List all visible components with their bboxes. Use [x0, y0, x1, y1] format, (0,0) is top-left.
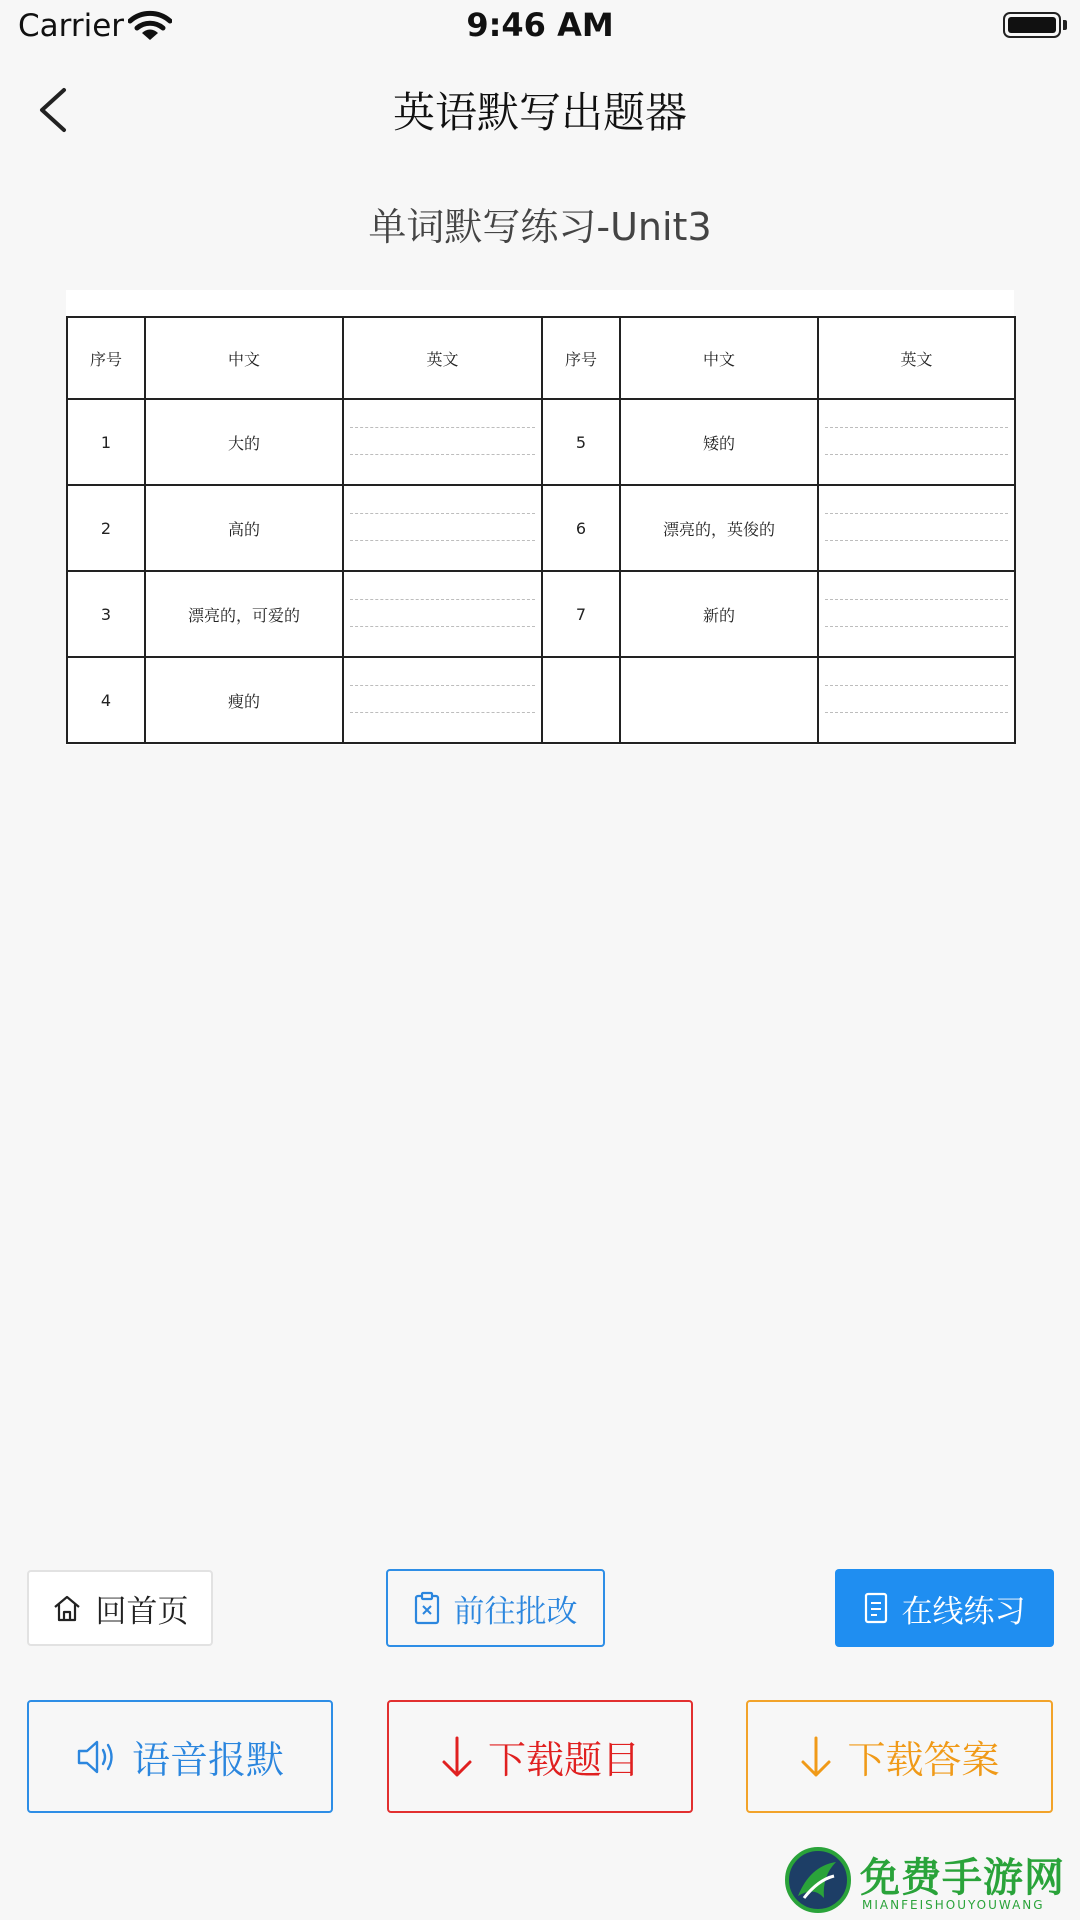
row-chinese: 高的	[145, 485, 343, 571]
row-number: 4	[67, 657, 145, 743]
watermark-logo-icon	[784, 1846, 852, 1914]
header-number: 序号	[542, 317, 620, 399]
header-chinese: 中文	[145, 317, 343, 399]
download-questions-label: 下载题目	[487, 1738, 640, 1782]
watermark-subtext: MIANFEISHOUYOUWANG	[862, 1898, 1045, 1912]
table-row	[67, 571, 1015, 657]
download-answers-button[interactable]	[746, 1700, 1053, 1813]
home-icon	[52, 1593, 82, 1623]
row-number: 6	[542, 485, 620, 571]
review-button-label: 前往批改	[453, 1593, 578, 1630]
table-row	[67, 399, 1015, 485]
answer-blank	[818, 399, 1015, 485]
row-chinese: 大的	[145, 399, 343, 485]
home-button-label: 回首页	[95, 1593, 189, 1630]
table-row	[67, 485, 1015, 571]
answer-blank	[343, 571, 542, 657]
arrow-down-icon	[440, 1735, 474, 1779]
status-time: 9:46 AM	[466, 6, 614, 44]
carrier-label: Carrier	[18, 8, 125, 44]
voice-dictation-label: 语音报默	[131, 1738, 284, 1782]
row-chinese: 漂亮的，英俊的	[620, 485, 818, 571]
speaker-icon	[76, 1737, 118, 1777]
row-number: 3	[67, 571, 145, 657]
watermark-text: 免费手游网	[860, 1855, 1065, 1901]
answer-blank	[343, 399, 542, 485]
answer-blank	[343, 485, 542, 571]
row-chinese: 漂亮的，可爱的	[145, 571, 343, 657]
table-row	[67, 657, 1015, 743]
row-number	[542, 657, 620, 743]
answer-blank	[818, 657, 1015, 743]
download-questions-button[interactable]	[387, 1700, 693, 1813]
row-chinese: 瘦的	[145, 657, 343, 743]
dictation-table	[66, 316, 1016, 744]
home-button[interactable]	[27, 1570, 213, 1646]
battery-icon	[1003, 12, 1061, 38]
arrow-down-icon	[799, 1735, 833, 1779]
battery-tip	[1063, 20, 1067, 30]
row-chinese: 矮的	[620, 399, 818, 485]
header-english: 英文	[343, 317, 542, 399]
table-header-row	[67, 317, 1015, 399]
header-number: 序号	[67, 317, 145, 399]
row-chinese: 新的	[620, 571, 818, 657]
row-number: 7	[542, 571, 620, 657]
review-button[interactable]	[386, 1569, 605, 1647]
document-icon	[864, 1592, 888, 1624]
online-practice-label: 在线练习	[901, 1593, 1026, 1630]
sheet-title: 单词默写练习-Unit3	[368, 205, 712, 249]
header-english: 英文	[818, 317, 1015, 399]
worksheet-table-container	[66, 316, 1014, 744]
row-chinese	[620, 657, 818, 743]
download-answers-label: 下载答案	[847, 1738, 1000, 1782]
answer-blank	[343, 657, 542, 743]
nav-title: 英语默写出题器	[392, 88, 687, 137]
row-number: 2	[67, 485, 145, 571]
row-number: 1	[67, 399, 145, 485]
answer-blank	[818, 485, 1015, 571]
header-chinese: 中文	[620, 317, 818, 399]
clipboard-x-icon	[414, 1591, 440, 1625]
voice-dictation-button[interactable]	[27, 1700, 333, 1813]
online-practice-button[interactable]	[835, 1569, 1054, 1647]
answer-blank	[818, 571, 1015, 657]
row-number: 5	[542, 399, 620, 485]
